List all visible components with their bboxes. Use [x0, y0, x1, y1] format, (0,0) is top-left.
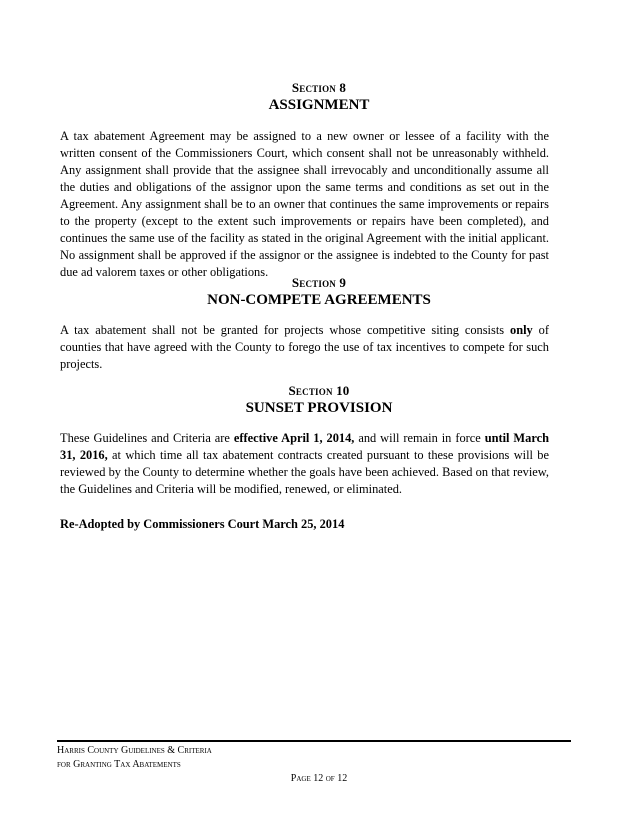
section-9-label: Section 9 [291, 275, 347, 290]
footer-title-line-2: for Granting Tax Abatements [57, 759, 181, 770]
emphasis-only: only [510, 323, 533, 337]
effective-date: effective April 1, 2014, [233, 431, 355, 445]
expiry-date: until March 31, 2016, [60, 431, 549, 462]
section-8-title: ASSIGNMENT [268, 97, 370, 113]
section-9-body: A tax abatement shall not be granted for projects whose competitive siting consists only of counties that have agreed with the County to forego the use of tax incentives to compete for such projects. [60, 323, 549, 371]
section-10-title: SUNSET PROVISION [245, 400, 393, 416]
section-10-label: Section 10 [288, 383, 350, 398]
page-number: Page 12 of 12 [290, 773, 348, 784]
readopted-statement: Re-Adopted by Commissioners Court March 25, 2014 [60, 517, 345, 531]
footer-title-line-1: Harris County Guidelines & Criteria [57, 745, 212, 756]
section-8-label: Section 8 [291, 80, 347, 95]
section-10-body: These Guidelines and Criteria are effective April 1, 2014, and will remain in force until March 31, 2016, at which time all tax abatement contracts created pursuant to these provisions will be reviewed by the County to determine whether the goals have been achieved. Based on that review, the Guidelines and Criteria will be modified, renewed, or eliminated. [60, 431, 550, 496]
section-8-body: A tax abatement Agreement may be assigned to a new owner or lessee of a facility with the written consent of the Commissioners Court, which consent shall not be unreasonably withheld. Any assignment shall provide that the assignee shall irrevocably and unconditionally assume all the duties and obligations of the assignor upon the same terms and conditions as set out in the Agreement. Any assignment shall be to an owner that continues the same improvements or repairs to the property (except to the extent such improvements or repairs have been completed), and continues the same use of the facility as stated in the original Agreement with the initial applicant. No assignment shall be approved if the assignor or the assignee is indebted to the County for past due ad valorem taxes or other obligations. [60, 129, 549, 279]
section-9-title: NON-COMPETE AGREEMENTS [207, 292, 431, 308]
footer-rule [57, 740, 571, 742]
